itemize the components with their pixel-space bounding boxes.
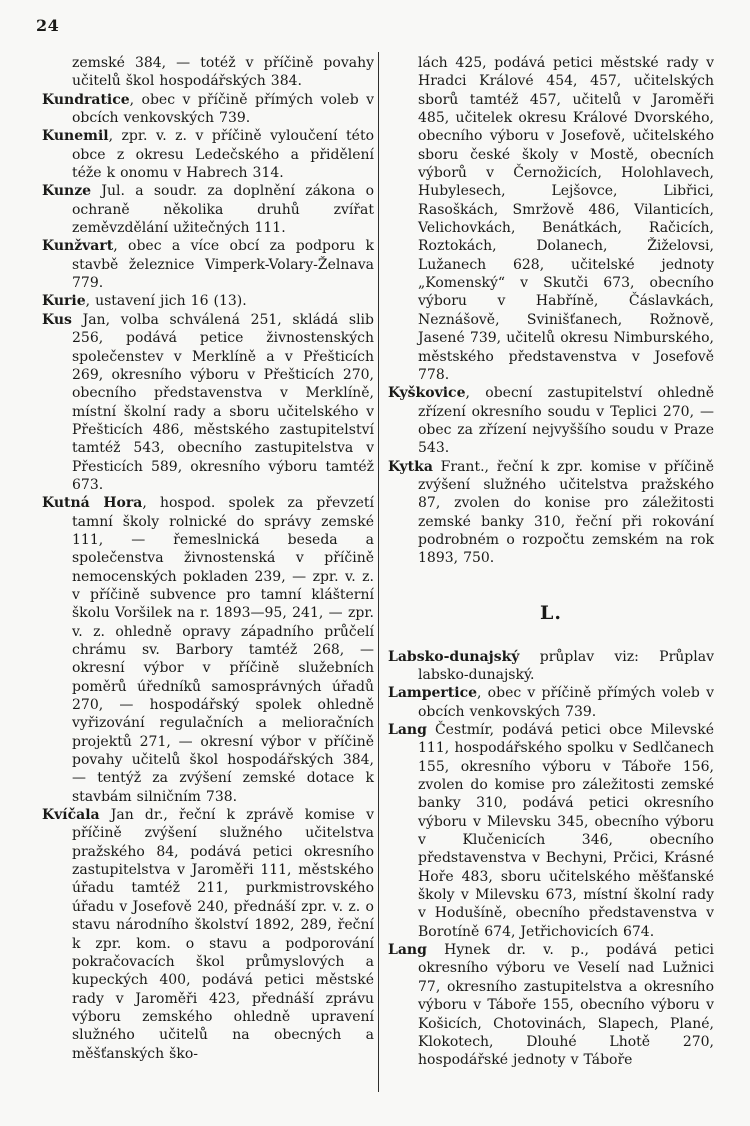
- index-entry: [388, 941, 714, 1069]
- entry-headword: Lang: [388, 942, 427, 959]
- index-entry: [42, 91, 374, 128]
- entry-headword: Kutná Hora: [42, 495, 143, 512]
- entry-text: průplav viz: Průplav labsko-dunajský.: [418, 648, 714, 683]
- index-entry: [388, 54, 714, 384]
- entry-headword: Kunze: [42, 183, 92, 200]
- entry-text: Jul. a soudr. za doplnění zákona o ochraně několika druhů zvířat zeměvzdělání užitečných 111.: [72, 183, 374, 237]
- right-column-entries-after-heading: [388, 648, 714, 1070]
- column-divider-rule: [378, 52, 379, 1092]
- index-entry: [42, 292, 374, 310]
- index-entry: [388, 684, 714, 721]
- section-heading-l: L.: [540, 601, 562, 624]
- entry-text: Frant., řeční k zpr. komise v příčině zvýšení služného učitelstva pražského 87, zvolen do konise pro záležitosti zemské banky 310, řeční při rokování podrobném o rozpočtu zemském na rok 1893, 750.: [418, 458, 714, 567]
- entry-headword: Kundratice: [42, 91, 130, 108]
- index-entry: [388, 721, 714, 941]
- entry-text: , zpr. v. z. v příčině vyloučení této obce z okresu Ledečského a přidělení téže k onomu v Habrech 314.: [72, 128, 374, 182]
- entry-headword: Kyškovice: [388, 385, 466, 402]
- entry-text: , obec v příčině přímých voleb v obcích venkovských 739.: [418, 685, 714, 720]
- entry-headword: Lang: [388, 722, 427, 738]
- index-entry: [42, 806, 374, 1063]
- entry-text: , obec v příčině přímých voleb v obcích venkovských 739.: [72, 91, 374, 127]
- right-column: [388, 54, 714, 1070]
- entry-text: zemské 384, — totéž v příčině povahy učitelů škol hospodářských 384.: [72, 55, 374, 90]
- index-entry: [388, 648, 714, 685]
- left-column: [42, 54, 374, 1063]
- entry-headword: Kus: [42, 311, 72, 328]
- entry-headword: Kvíčala: [42, 807, 100, 824]
- index-entry: [42, 182, 374, 237]
- index-entry: [42, 311, 374, 494]
- right-column-entries-before-heading: [388, 54, 714, 568]
- index-entry: [388, 458, 714, 568]
- entry-text: Jan, volba schválená 251, skládá slib 256, podává petice živnostenských společenstev v Merklíně a v Přešticích 269, okresního výboru v Přešticích 270, obecního představenstva v Merklíně, místní školní rady a sboru učitelského v Přešticích 486, městského zastupitelství tamtéž 543, obecního zastupitelstva v Přesticích 589, okresního výboru tamtéž 673.: [71, 311, 374, 493]
- page-number: 24: [36, 16, 60, 35]
- entry-headword: Kunemil: [42, 128, 109, 145]
- entry-text: Čestmír, podává petici obce Milevské 111, hospodářského spolku v Sedlčanech 155, okresního výboru v Táboře 156, zvolen do komise pro záležitosti zemské banky 310, podává petici okresního výboru v Milevsku 345, obecního výboru v Klučenicích 346, obecního představenstva v Bechyni, Prčici, Krásné Hoře 483, sboru učitelského měšťanské školy v Milevsku 673, místní školní rady v Hodušíně, obecního představenstva v Borotíně 674, Jetřichovicích 674.: [418, 722, 714, 940]
- entry-text: , obecní zastupitelství ohledně zřízení okresního soudu v Teplici 270, — obec za zřízení nejvyššího soudu v Praze 543.: [418, 385, 714, 457]
- index-entry: [42, 494, 374, 806]
- index-entry: [42, 237, 374, 292]
- entry-headword: Labsko-dunajský: [388, 648, 520, 665]
- entry-text: Jan dr., řeční k zprávě komise v příčině zvýšení služného učitelstva pražského 84, podává petici okresního zastupitelstva v Jaroměři 111, městského úřadu tamtéž 211, purkmistrovského úřadu v Josefově 240, přednáší zpr. v. z. o stavu národního školství 1892, 289, řeční k zpr. kom. o stavu a podporování pokračovacích škol průmyslových a kupeckých 400, podává petici městské rady v Jaroměři 423, přednáší zprávu výboru zemského ohledně upravení služného učitelů na obecných a měšťanských ško-: [72, 807, 374, 1062]
- index-entry: [388, 384, 714, 457]
- entry-headword: Kurie: [42, 293, 86, 310]
- index-entry: [42, 127, 374, 182]
- entry-text: , hospod. spolek za převzetí tamní školy rolnické do správy zemské 111, — řemeslnická beseda a společenstva živnostenská v příčině nemocenských pokladen 239, — zpr. v. z. v příčině subvence pro tamní klášterní školu Voršilek na r. 1893—95, 241, — zpr. v. z. ohledně opravy západního průčelí chrámu sv. Barbory tamtéž 268, — okresní výbor v příčině služebních poměrů úředníků samosprávných úřadů 270, — hospodářský spolek ohledně vyřizování regulačních a melioračních projektů 271, — okresní výbor v příčině povahy učitelů škol hospodářských 384, — tentýž za zvýšení zemské dotace k stavbám silničním 738.: [72, 495, 374, 805]
- entry-text: Hynek dr. v. p., podává petici okresního výboru ve Veselí nad Lužnici 77, okresního zastupitelstva a okresního výboru v Táboře 155, obecního výboru v Košicích, Chotovinách, Slapech, Plané, Klokotech, Dlouhé Lhotě 270, hospodářské jednoty v Táboře: [418, 942, 714, 1069]
- entry-text: , obec a více obcí za podporu k stavbě železnice Vimperk-Volary-Želnava 779.: [72, 238, 374, 292]
- entry-headword: Kunžvart: [42, 238, 114, 255]
- entry-text: , ustavení jich 16 (13).: [85, 293, 247, 310]
- index-entry: [42, 54, 374, 91]
- entry-headword: Kytka: [388, 458, 433, 475]
- entry-text: lách 425, podává petici městské rady v Hradci Králové 454, 457, učitelských sborů tamtéž 457, učitelů v Jaroměři 485, učitelek okresu Králové Dvorského, obecního výboru v Josefově, učitelského sboru české školy v Mostě, obecních výborů v Černožicích, Holohlavech, Hubylesech, Lejšovce, Libřici, Rasoškách, Smržově 486, Vilanticích, Velichovkách, Benátkách, Račicích, Roztokách, Dolanech, Žiželovsi, Lužanech 628, učitelské jednoty „Komenský“ v Skutči 673, obecního výboru v Habříně, Čáslavkách, Neznášově, Svinišťanech, Rožnově, Jasené 739, učitelů okresu Nimburského, městského představenstva v Josefově 778.: [418, 55, 714, 383]
- entry-headword: Lampertice: [388, 685, 478, 702]
